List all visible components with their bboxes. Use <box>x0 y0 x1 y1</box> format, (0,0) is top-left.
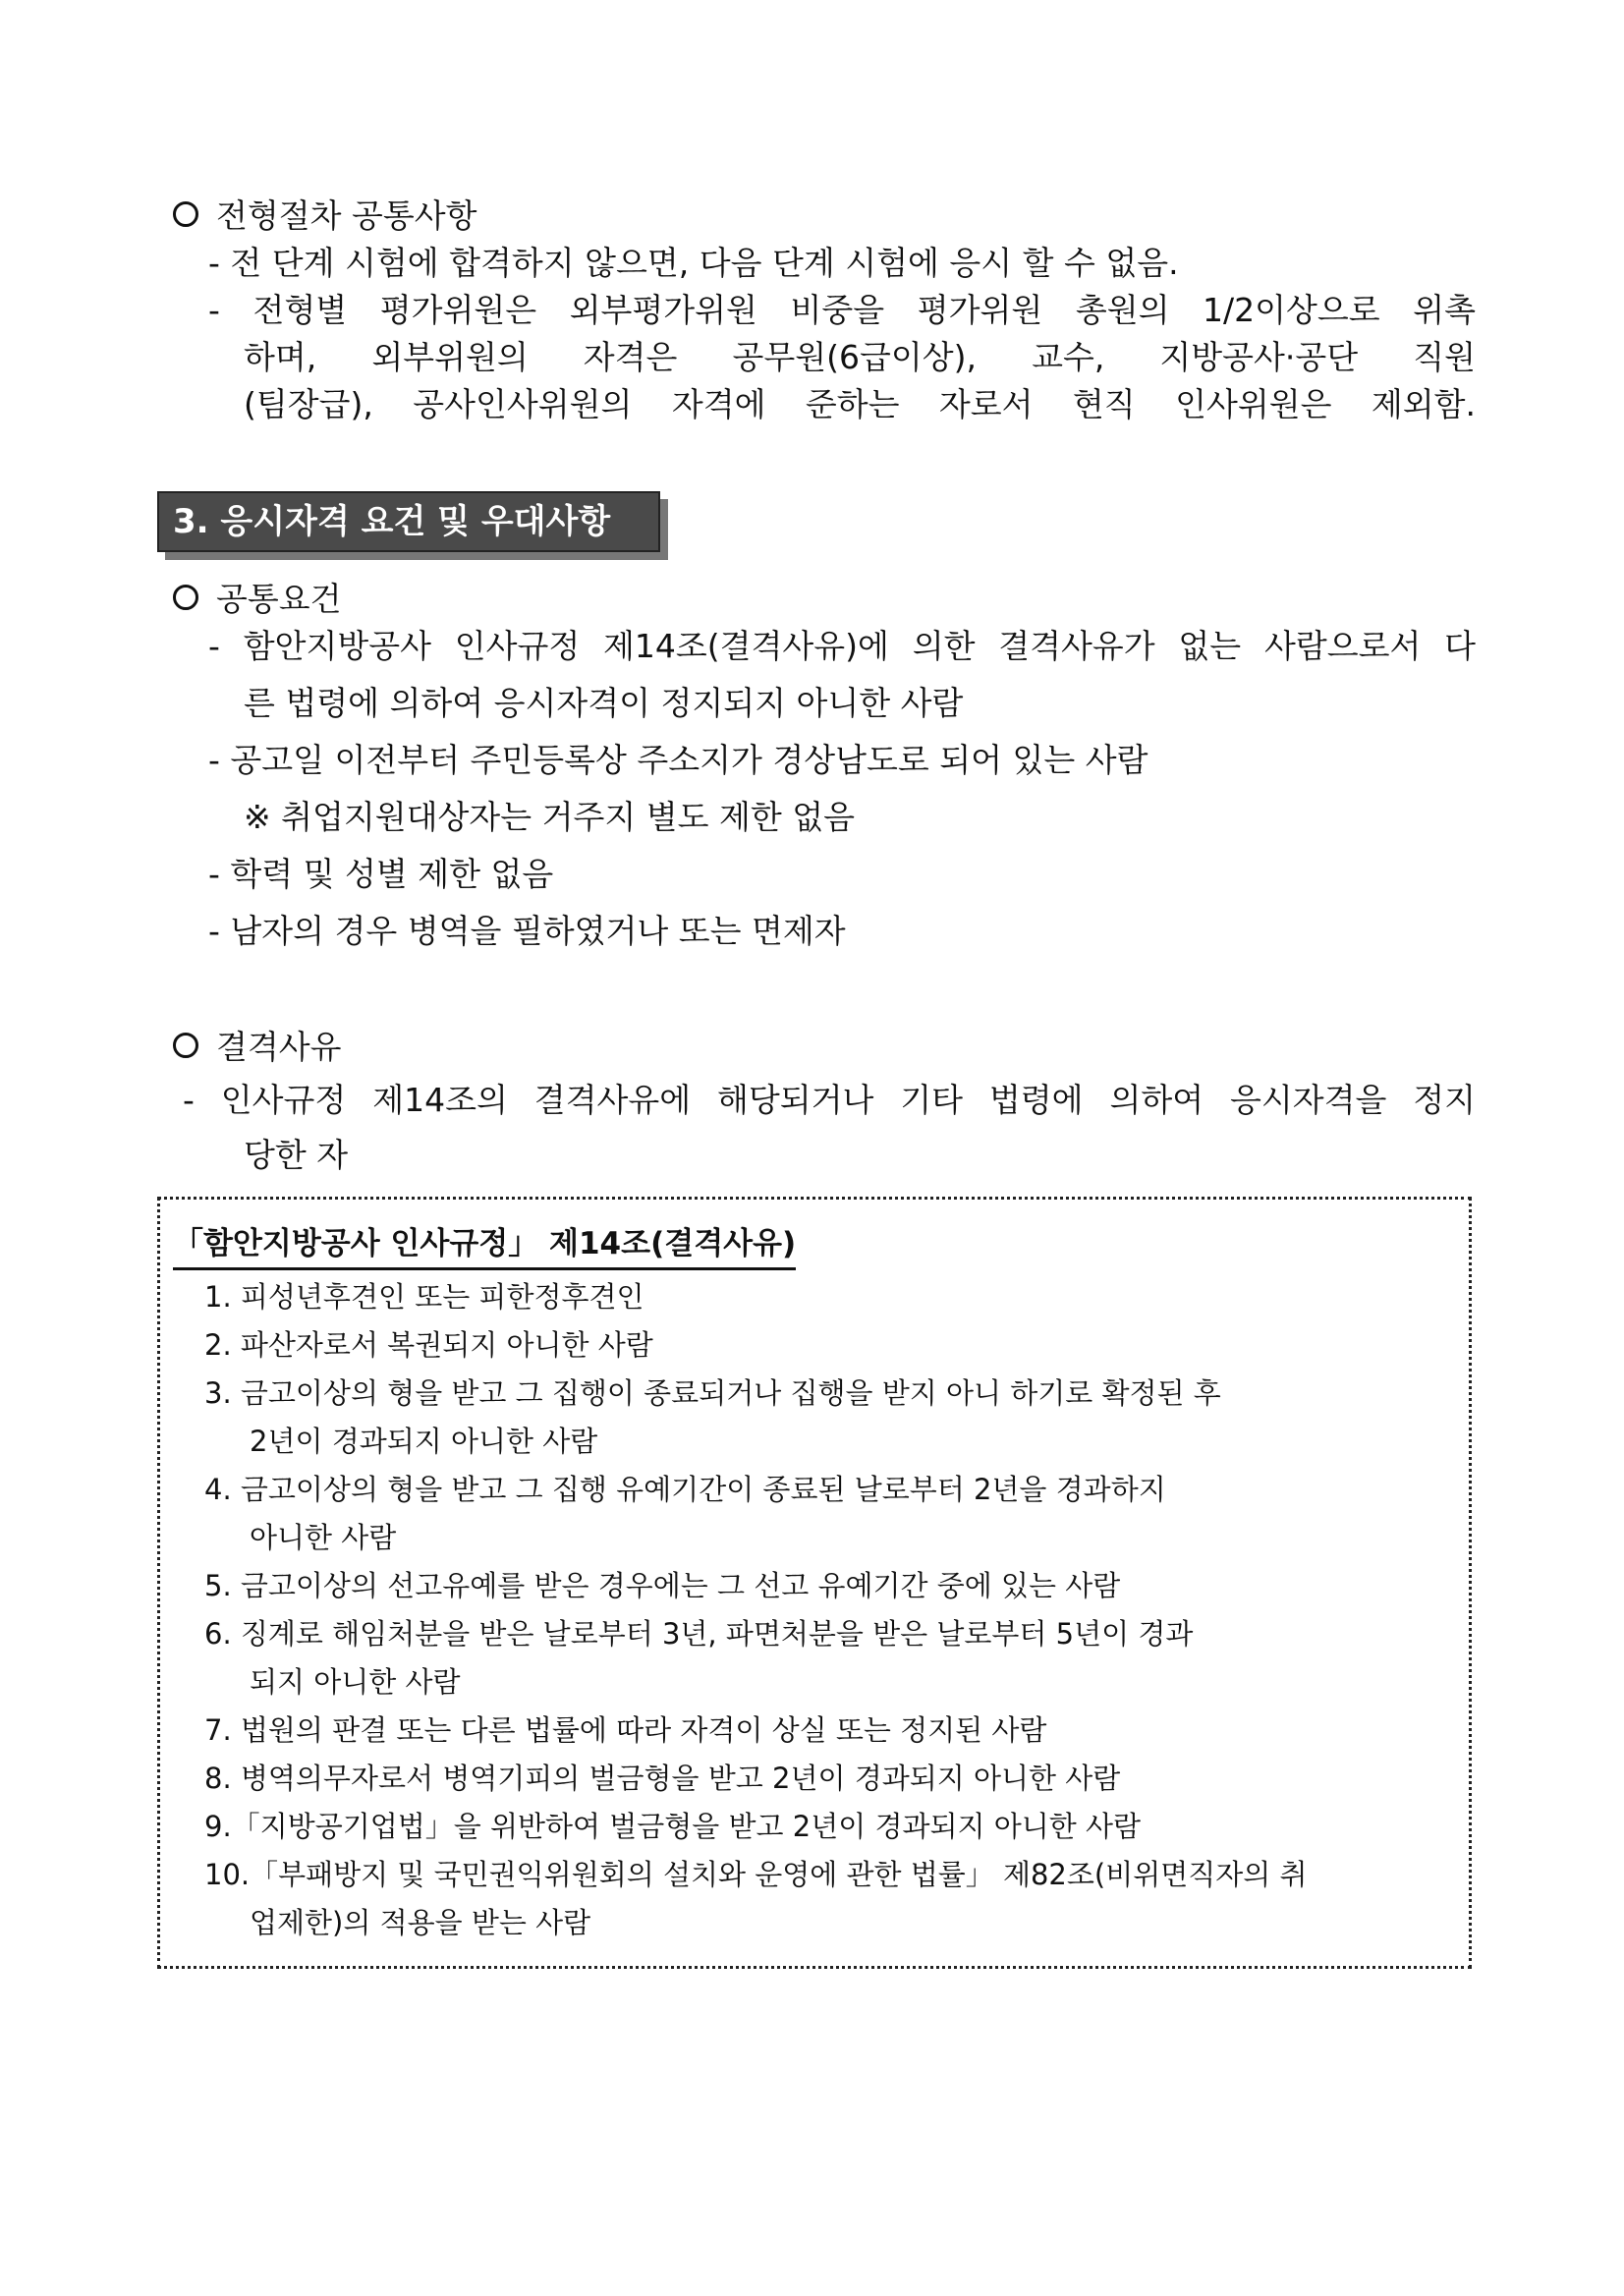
law-item-continuation: 아니한 사람 <box>250 1521 397 1554</box>
law-item: 8. 병역의무자로서 병역기피의 벌금형을 받고 2년이 경과되지 아니한 사람 <box>204 1762 1121 1795</box>
common-requirements-item-1-line-1: - 함안지방공사 인사규정 제14조(결격사유)에 의한 결격사유가 없는 사람으로서 다 <box>208 627 1476 665</box>
common-procedure-heading: 전형절차 공통사항 <box>173 193 477 240</box>
disqualification-heading: 결격사유 <box>173 1024 342 1071</box>
common-requirements-item-2: - 공고일 이전부터 주민등록상 주소지가 경상남도로 되어 있는 사람 <box>208 741 1148 779</box>
law-item: 1. 피성년후견인 또는 피한정후견인 <box>204 1280 644 1314</box>
section-heading-box <box>157 491 660 552</box>
law-item-continuation: 업제한)의 적용을 받는 사람 <box>250 1906 591 1939</box>
section-3-heading: 3. 응시자격 요건 및 우대사항 <box>173 502 611 541</box>
disqualification-item-1-line-1: - 인사규정 제14조의 결격사유에 해당되거나 기타 법령에 의하여 응시자격을 정지 <box>183 1081 1476 1119</box>
law-item: 5. 금고이상의 선고유예를 받은 경우에는 그 선고 유예기간 중에 있는 사람 <box>204 1569 1121 1602</box>
common-requirements-item-4: - 남자의 경우 병역을 필하였거나 또는 면제자 <box>208 912 846 950</box>
common-procedure-item-2-line-1: - 전형별 평가위원은 외부평가위원 비중을 평가위원 총원의 1/2이상으로 위촉 <box>208 291 1476 329</box>
common-requirements-note: ※ 취업지원대상자는 거주지 별도 제한 없음 <box>244 798 856 836</box>
law-item-continuation: 되지 아니한 사람 <box>250 1665 461 1699</box>
common-requirements-heading: 공통요건 <box>173 576 342 623</box>
common-procedure-item-1: - 전 단계 시험에 합격하지 않으면, 다음 단계 시험에 응시 할 수 없음. <box>208 244 1179 282</box>
law-item: 3. 금고이상의 형을 받고 그 집행이 종료되거나 집행을 받지 아니 하기로 확정된 후 <box>204 1376 1221 1410</box>
circle-bullet-icon <box>173 585 198 610</box>
circle-bullet-icon <box>173 1033 198 1058</box>
law-item: 9.「지방공기업법」을 위반하여 벌금형을 받고 2년이 경과되지 아니한 사람 <box>204 1810 1142 1843</box>
law-item: 4. 금고이상의 형을 받고 그 집행 유예기간이 종료된 날로부터 2년을 경과하지 <box>204 1473 1166 1506</box>
law-item-continuation: 2년이 경과되지 아니한 사람 <box>250 1425 598 1458</box>
disqualification-item-1-line-2: 당한 자 <box>244 1136 349 1174</box>
law-item: 10.「부패방지 및 국민권익위원회의 설치와 운영에 관한 법률」 제82조(비위면직자의 취 <box>204 1858 1308 1891</box>
law-item: 6. 징계로 해임처분을 받은 날로부터 3년, 파면처분을 받은 날로부터 5년이 경과 <box>204 1617 1194 1651</box>
common-requirements-item-1-line-2: 른 법령에 의하여 응시자격이 정지되지 아니한 사람 <box>244 684 964 722</box>
common-requirements-item-3: - 학력 및 성별 제한 없음 <box>208 855 554 893</box>
law-item: 2. 파산자로서 복권되지 아니한 사람 <box>204 1328 653 1362</box>
law-item: 7. 법원의 판결 또는 다른 법률에 따라 자격이 상실 또는 정지된 사람 <box>204 1713 1047 1747</box>
common-procedure-item-2-line-2: 하며, 외부위원의 자격은 공무원(6급이상), 교수, 지방공사·공단 직원 <box>244 338 1476 376</box>
circle-bullet-icon <box>173 201 198 227</box>
common-procedure-item-2-line-3: (팀장급), 공사인사위원의 자격에 준하는 자로서 현직 인사위원은 제외함. <box>244 385 1476 423</box>
law-excerpt-title: 「함안지방공사 인사규정」 제14조(결격사유) <box>173 1222 796 1270</box>
